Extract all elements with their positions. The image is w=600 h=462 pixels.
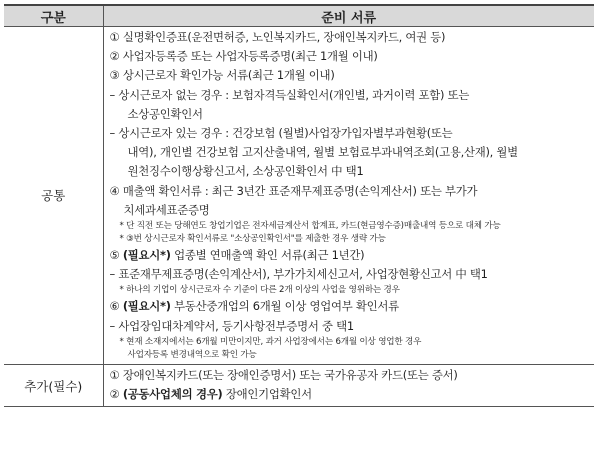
- doc-text: 부동산중개업의 6개월 이상 영업여부 확인서류: [174, 299, 399, 314]
- doc-line: ② 사업자등록증 또는 사업자등록증명(최근 1개월 이내): [109, 49, 378, 64]
- doc-line: ① 실명확인증표(운전면허증, 노인복지카드, 장애인복지카드, 여권 등): [109, 30, 446, 44]
- doc-subline: – 표준재무제표증명(손익계산서), 부가가치세신고서, 사업장현황신고서 中 택1: [109, 267, 488, 282]
- doc-line: ① 장애인복지카드(또는 장애인증명서) 또는 국가유공자 카드(또는 증서): [109, 367, 458, 382]
- doc-line: [110, 297, 591, 316]
- doc-text: 장애인기업확인서: [225, 387, 312, 402]
- doc-subline: – 상시근로자 없는 경우 : 보험자격득실확인서(개인별, 과거이력 포함) 또는: [109, 87, 470, 102]
- item-number: ⑥: [109, 299, 120, 314]
- doc-line-cont: 치세과세표준증명: [123, 202, 210, 217]
- table-row-additional: [4, 364, 594, 406]
- doc-subline-cont: 원천징수이행상황신고서, 소상공인확인서 中 택1: [127, 164, 364, 179]
- footnote: * 단 직전 또는 당해연도 창업기업은 전자세금계산서 합계표, 카드(현금영수증)매출내역 등으로 대체 가능: [119, 221, 501, 232]
- doc-subline: – 상시근로자 있는 경우 : 건강보험 (월별)사업장가입자별부과현황(또는: [109, 126, 453, 141]
- footnote: * ③번 상시근로자 확인서류로 "소상공인확인서"를 제출한 경우 생략 가능: [119, 234, 386, 245]
- doc-line: [110, 385, 591, 404]
- required-if-needed-tag: (필요시*): [122, 248, 171, 263]
- doc-subline: – 사업장임대차계약서, 등기사항전부증명서 중 택1: [109, 318, 354, 333]
- header-category: 구분: [4, 5, 103, 27]
- table-row-common: [4, 27, 594, 365]
- footnote: * 하나의 기업이 상시근로자 수 기준이 다른 2개 이상의 사업을 영위하는 경우: [119, 285, 400, 296]
- doc-line: ③ 상시근로자 확인가능 서류(최근 1개월 이내): [109, 68, 335, 83]
- doc-line: ④ 매출액 확인서류 : 최근 3년간 표준재무제표증명(손익계산서) 또는 부가가: [109, 183, 478, 198]
- common-documents: [103, 27, 594, 365]
- header-documents: 준비 서류: [103, 5, 594, 27]
- category-common: 공통: [4, 27, 103, 365]
- additional-documents: [103, 364, 594, 406]
- joint-business-tag: (공동사업체의 경우): [122, 387, 223, 402]
- footnote-cont: 사업자등록 변경내역으로 확인 가능: [127, 349, 257, 360]
- required-documents-table: [4, 4, 594, 407]
- table-header-row: [4, 5, 594, 27]
- doc-subline-cont: 소상공인확인서: [127, 106, 203, 121]
- required-if-needed-tag: (필요시*): [122, 299, 171, 314]
- doc-text: 업종별 연매출액 확인 서류(최근 1년간): [174, 248, 365, 263]
- item-number: ②: [109, 387, 120, 402]
- doc-subline-cont: 내역), 개인별 건강보험 고지산출내역, 월별 보험료부과내역조회(고용,산재), 월별: [127, 145, 518, 160]
- footnote: * 현재 소재지에서는 6개월 미만이지만, 과거 사업장에서는 6개월 이상 영업한 경우: [119, 336, 422, 347]
- document-table-frame: [4, 4, 594, 458]
- doc-line: [110, 246, 591, 265]
- category-additional: 추가(필수): [4, 364, 103, 406]
- item-number: ⑤: [109, 248, 120, 263]
